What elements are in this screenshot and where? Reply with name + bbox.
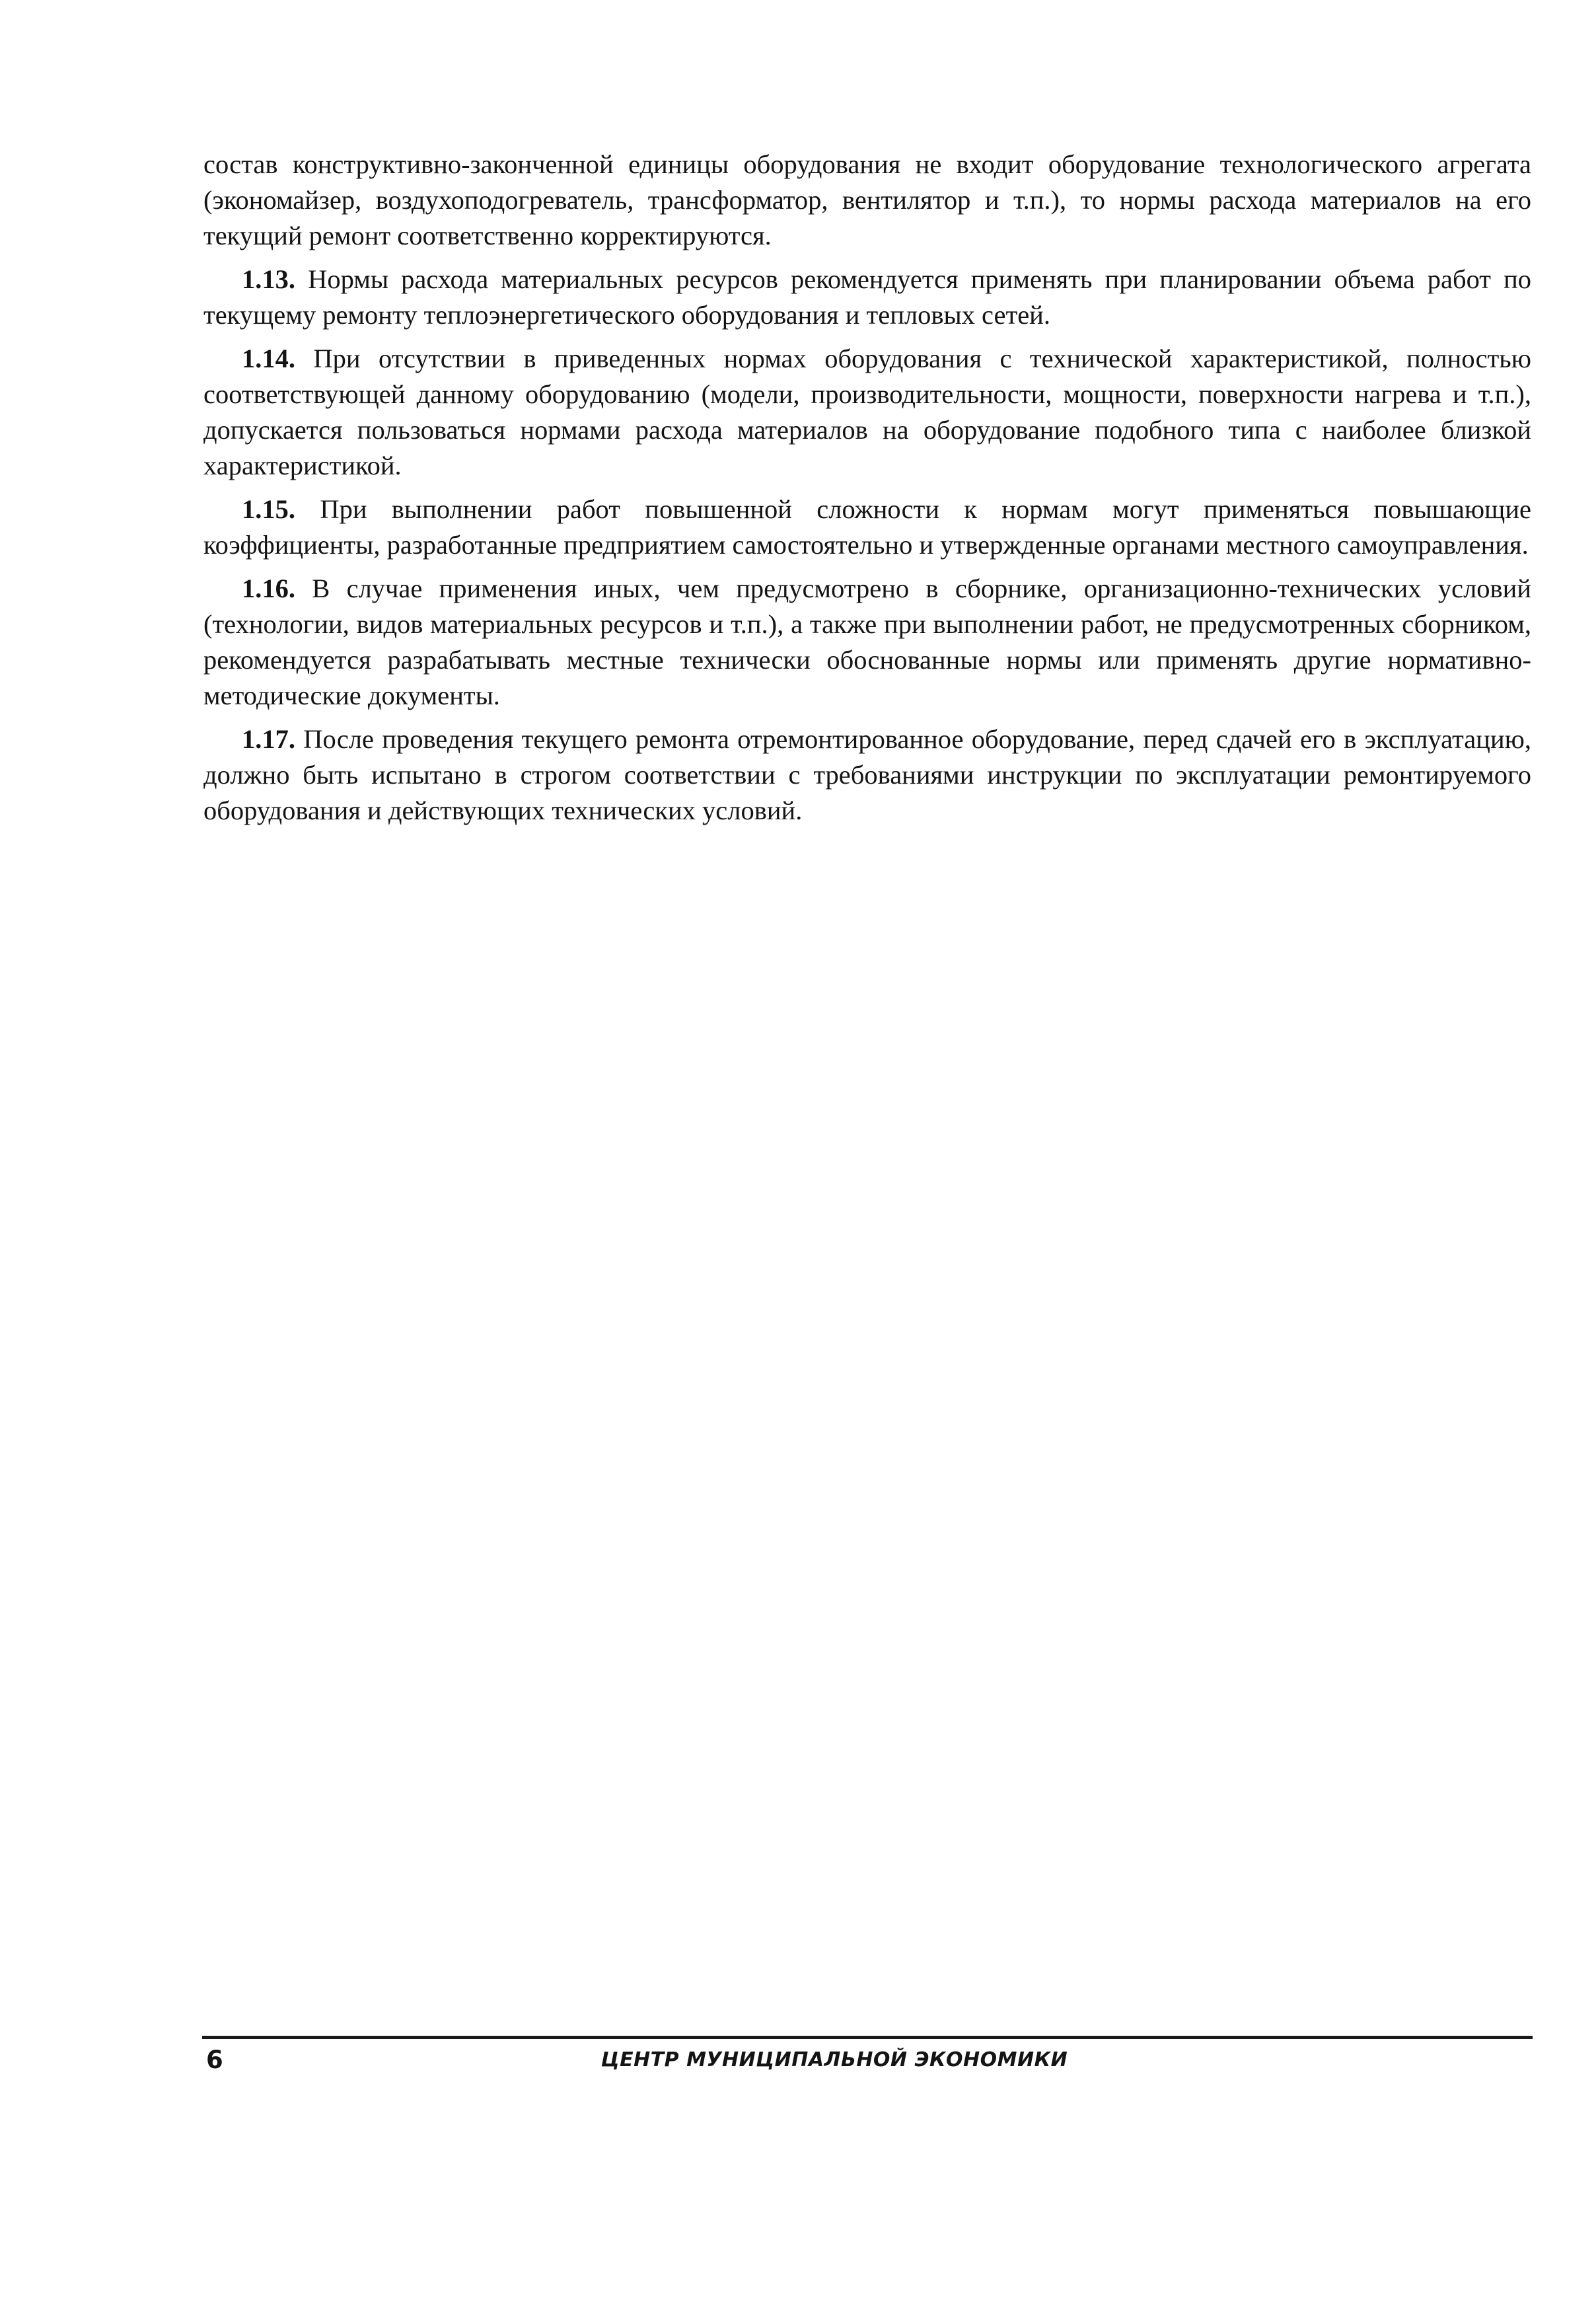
paragraph-1-15 — [203, 492, 1531, 563]
page-number: 6 — [206, 2046, 223, 2074]
paragraph-text: При отсутствии в приведенных нормах оборудования с технической характеристикой, полностью соответствующей данному оборудованию (модели, производительности, мощности, поверхности нагрева и т.п.), допускается пользоваться нормами расхода материалов на оборудование подобного типа с наиболее близкой характеристикой. — [203, 344, 1531, 480]
paragraph-text: При выполнении работ повышенной сложности к нормам могут применяться повышающие коэффициенты, разработанные предприятием самостоятельно и утвержденные органами местного самоуправления. — [203, 494, 1531, 560]
paragraph-1-16 — [203, 571, 1531, 714]
paragraph-1-13 — [203, 262, 1531, 333]
paragraph-text: После проведения текущего ремонта отремонтированное оборудование, перед сдачей его в эксплуатацию, должно быть испытано в строгом соответствии с требованиями инструкции по эксплуатации ремонтируемого оборудования и действующих технических условий. — [203, 724, 1531, 825]
paragraph-text: Нормы расхода материальных ресурсов рекомендуется применять при планировании объема работ по текущему ремонту теплоэнергетического оборудования и тепловых сетей. — [203, 264, 1531, 330]
paragraph-number: 1.15. — [242, 494, 295, 524]
paragraph-number: 1.17. — [242, 724, 295, 754]
continuation-paragraph: состав конструктивно-законченной единицы оборудования не входит оборудование технологического агрегата (экономайзер, воздухоподогреватель, трансформатор, вентилятор и т.п.), то нормы расхода материалов на его текущий ремонт соответственно корректируются. — [203, 149, 1531, 250]
footer-divider — [202, 2036, 1533, 2039]
paragraph-number: 1.16. — [242, 574, 295, 603]
paragraph-number: 1.14. — [242, 344, 295, 373]
paragraph-text: В случае применения иных, чем предусмотрено в сборнике, организационно-технических условий (технологии, видов материальных ресурсов и т.п.), а также при выполнении работ, не предусмотренных сборником, рекомендуется разрабатывать местные технически обоснованные нормы или применять другие нормативно-методические документы. — [203, 574, 1531, 710]
footer-publisher: ЦЕНТР МУНИЦИПАЛЬНОЙ ЭКОНОМИКИ — [600, 2048, 1068, 2071]
paragraph-1-17 — [203, 722, 1531, 829]
paragraph-number: 1.13. — [242, 264, 295, 294]
body-text — [203, 147, 1531, 837]
paragraph-1-14 — [203, 341, 1531, 484]
